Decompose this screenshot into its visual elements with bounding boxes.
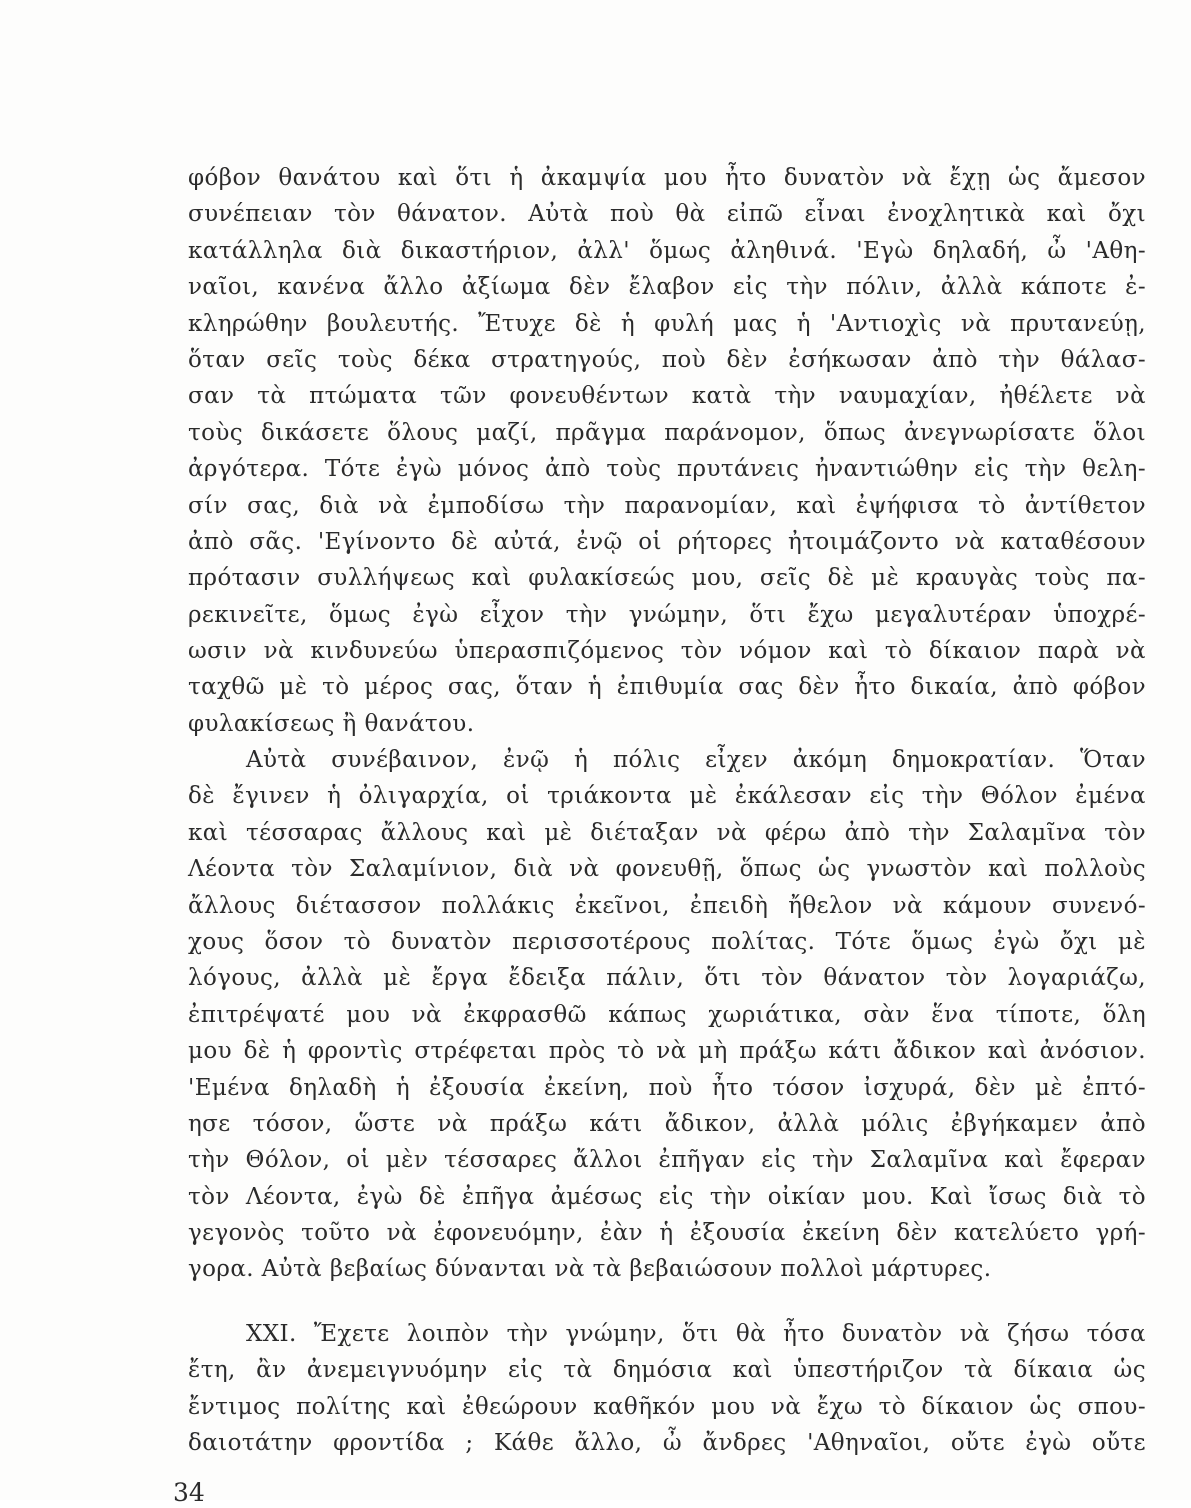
text-line: φόβον θανάτου καὶ ὅτι ἡ ἀκαμψία μου ἦτο δυνατὸν νὰ ἔχῃ ὡς ἄμεσον — [188, 165, 1146, 191]
text-line: ὅταν σεῖς τοὺς δέκα στρατηγούς, ποὺ δὲν ἐσήκωσαν ἀπὸ τὴν θάλασ- — [188, 346, 1146, 373]
text-line: XXI. Ἔχετε λοιπὸν τὴν γνώμην, ὅτι θὰ ἦτο δυνατὸν νὰ ζήσω τόσα — [246, 1321, 1146, 1347]
text-line: ἀργότερα. Τότε ἐγὼ μόνος ἀπὸ τοὺς πρυτάνεις ἠναντιώθην εἰς τὴν θελη- — [188, 456, 1146, 483]
paragraph-1 — [188, 160, 1146, 742]
text-line: γορα. Αὐτὰ βεβαίως δύνανται νὰ τὰ βεβαιώσουν πολλοὶ μάρτυρες. — [188, 1256, 992, 1283]
paragraph-3 — [188, 1316, 1146, 1462]
text-line: μου δὲ ἡ φροντὶς στρέφεται πρὸς τὸ νὰ μὴ πράξω κάτι ἄδικον καὶ ἀνόσιον. — [188, 1038, 1146, 1065]
text-line: ἐπιτρέψατέ μου νὰ ἐκφρασθῶ κάπως χωριάτικα, σὰν ἕνα τίποτε, ὅλη — [188, 1001, 1146, 1028]
text-line: τοὺς δικάσετε ὅλους μαζί, πρᾶγμα παράνομον, ὅπως ἀνεγνωρίσατε ὅλοι — [188, 419, 1146, 446]
text-line: τὸν Λέοντα, ἐγὼ δὲ ἐπῆγα ἀμέσως εἰς τὴν οἰκίαν μου. Καὶ ἴσως διὰ τὸ — [188, 1183, 1146, 1210]
text-line: ταχθῶ μὲ τὸ μέρος σας, ὅταν ἡ ἐπιθυμία σας δὲν ἦτο δικαία, ἀπὸ φόβον — [188, 674, 1146, 701]
text-line: φυλακίσεως ἢ θανάτου. — [188, 710, 475, 737]
paragraph-2 — [188, 742, 1146, 1288]
text-line: καὶ τέσσαρας ἄλλους καὶ μὲ διέταξαν νὰ φέρω ἀπὸ τὴν Σαλαμῖνα τὸν — [188, 819, 1146, 846]
text-line: σίν σας, διὰ νὰ ἐμποδίσω τὴν παρανομίαν, καὶ ἐψήφισα τὸ ἀντίθετον — [188, 492, 1146, 519]
text-line: δαιοτάτην φροντίδα ; Κάθε ἄλλο, ὦ ἄνδρες 'Αθηναῖοι, οὔτε ἐγὼ οὔτε — [188, 1430, 1146, 1457]
text-line: ἔντιμος πολίτης καὶ ἐθεώρουν καθῆκόν μου νὰ ἔχω τὸ δίκαιον ὡς σπου- — [188, 1393, 1146, 1420]
page-number: 34 — [173, 1478, 205, 1507]
text-line: ναῖοι, κανένα ἄλλο ἀξίωμα δὲν ἔλαβον εἰς τὴν πόλιν, ἀλλὰ κάποτε ἐ- — [188, 274, 1146, 301]
text-line: κατάλληλα διὰ δικαστήριον, ἀλλ' ὅμως ἀληθινά. 'Εγὼ δηλαδή, ὦ 'Αθη- — [188, 237, 1146, 264]
text-line: κληρώθην βουλευτής. Ἔτυχε δὲ ἡ φυλή μας ἡ 'Αντιοχὶς νὰ πρυτανεύῃ, — [188, 310, 1146, 337]
text-line: ἀπὸ σᾶς. 'Εγίνοντο δὲ αὐτά, ἐνῷ οἱ ρήτορες ἠτοιμάζοντο νὰ καταθέσουν — [188, 528, 1146, 555]
text-line: σαν τὰ πτώματα τῶν φονευθέντων κατὰ τὴν ναυμαχίαν, ἠθέλετε νὰ — [188, 383, 1146, 410]
text-line: λόγους, ἀλλὰ μὲ ἔργα ἔδειξα πάλιν, ὅτι τὸν θάνατον τὸν λογαριάζω, — [188, 965, 1146, 992]
text-line: Λέοντα τὸν Σαλαμίνιον, διὰ νὰ φονευθῇ, ὅπως ὡς γνωστὸν καὶ πολλοὺς — [188, 856, 1146, 883]
text-line: δὲ ἔγινεν ἡ ὀλιγαρχία, οἱ τριάκοντα μὲ ἐκάλεσαν εἰς τὴν Θόλον ἐμένα — [188, 783, 1146, 810]
text-line: τὴν Θόλον, οἱ μὲν τέσσαρες ἄλλοι ἐπῆγαν εἰς τὴν Σαλαμῖνα καὶ ἔφεραν — [188, 1147, 1146, 1174]
text-line: Αὐτὰ συνέβαινον, ἐνῷ ἡ πόλις εἶχεν ἀκόμη δημοκρατίαν. Ὅταν — [246, 747, 1146, 773]
text-line: ἔτη, ἂν ἀνεμειγνυόμην εἰς τὰ δημόσια καὶ ὑπεστήριζον τὰ δίκαια ὡς — [188, 1357, 1146, 1384]
text-line: πρότασιν συλλήψεως καὶ φυλακίσεώς μου, σεῖς δὲ μὲ κραυγὰς τοὺς πα- — [188, 565, 1146, 592]
text-line: ωσιν νὰ κινδυνεύω ὑπερασπιζόμενος τὸν νόμον καὶ τὸ δίκαιον παρὰ νὰ — [188, 638, 1146, 665]
text-line: ησε τόσον, ὥστε νὰ πράξω κάτι ἄδικον, ἀλλὰ μόλις ἐβγήκαμεν ἀπὸ — [188, 1110, 1146, 1137]
text-line: χους ὅσον τὸ δυνατὸν περισσοτέρους πολίτας. Τότε ὅμως ἐγὼ ὄχι μὲ — [188, 928, 1146, 955]
text-line: ἄλλους διέτασσον πολλάκις ἐκεῖνοι, ἐπειδὴ ἤθελον νὰ κάμουν συνενό- — [188, 892, 1146, 919]
text-line: ρεκινεῖτε, ὅμως ἐγὼ εἶχον τὴν γνώμην, ὅτι ἔχω μεγαλυτέραν ὑποχρέ- — [188, 601, 1146, 628]
text-line: συνέπειαν τὸν θάνατον. Αὐτὰ ποὺ θὰ εἰπῶ εἶναι ἐνοχλητικὰ καὶ ὄχι — [188, 201, 1146, 228]
text-line: 'Εμένα δηλαδὴ ἡ ἐξουσία ἐκείνη, ποὺ ἦτο τόσον ἰσχυρά, δὲν μὲ ἐπτό- — [188, 1074, 1146, 1101]
text-line: γεγονὸς τοῦτο νὰ ἐφονευόμην, ἐὰν ἡ ἐξουσία ἐκείνη δὲν κατελύετο γρή- — [188, 1220, 1146, 1247]
